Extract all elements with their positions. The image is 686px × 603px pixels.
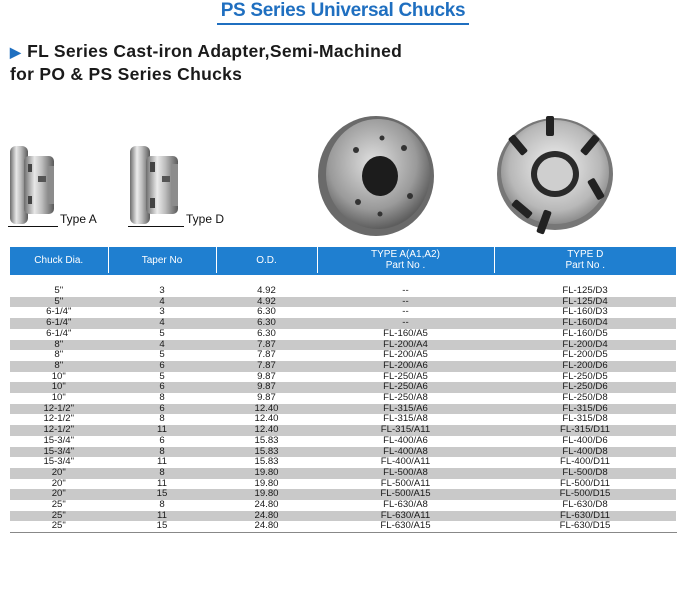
taper-no-cell: 8	[108, 447, 216, 458]
type-a-part-cell: --	[402, 306, 409, 318]
header-type-a-part-no: TYPE A(A1,A2) Part No .	[317, 247, 494, 274]
od-cell: 15.83	[254, 456, 279, 468]
taper-no-cell: 8	[159, 413, 165, 425]
od-cell: 4.92	[216, 297, 317, 308]
chuck-dia-cell: 25"	[10, 511, 108, 522]
taper-no-cell: 6	[108, 382, 216, 393]
type-d-part-cell: FL-630/D8	[562, 499, 608, 511]
chuck-dia-cell: 15-3/4"	[43, 434, 75, 446]
chuck-dia-cell: 5"	[10, 297, 108, 308]
type-d-part-cell: FL-160/D4	[494, 318, 676, 329]
page-title: PS Series Universal Chucks	[217, 0, 470, 25]
od-cell: 15.83	[216, 447, 317, 458]
type-d-part-cell: FL-125/D3	[562, 285, 608, 296]
type-a-part-cell: FL-630/A8	[383, 499, 428, 511]
chuck-dia-cell: 12-1/2"	[43, 413, 75, 425]
type-a-part-cell: FL-250/A6	[317, 382, 494, 393]
type-d-label: Type D	[186, 212, 225, 226]
taper-no-cell: 15	[108, 489, 216, 500]
type-d-part-cell: FL-250/D6	[494, 382, 676, 393]
od-cell: 6.30	[216, 318, 317, 329]
banner	[0, 0, 686, 25]
taper-no-cell: 4	[108, 297, 216, 308]
type-a-part-cell: FL-500/A11	[380, 477, 431, 489]
type-a-part-cell: FL-315/A11	[317, 425, 494, 436]
type-d-part-cell: FL-630/D15	[494, 521, 676, 532]
type-a-part-cell: FL-630/A15	[317, 521, 494, 532]
chuck-dia-cell: 20"	[10, 468, 108, 479]
taper-no-cell: 6	[108, 361, 216, 372]
header-od: O.D.	[216, 247, 317, 274]
type-a-part-cell: FL-200/A4	[317, 340, 494, 351]
od-cell: 24.80	[216, 511, 317, 522]
type-d-underline	[128, 226, 184, 227]
type-a-part-cell: FL-250/A5	[383, 370, 428, 382]
taper-no-cell: 3	[159, 285, 165, 296]
type-a-part-cell: FL-630/A11	[317, 511, 494, 522]
od-cell: 6.30	[257, 327, 276, 339]
type-a-part-cell: FL-400/A6	[383, 434, 428, 446]
type-a-adapter-image	[8, 146, 60, 224]
od-cell: 7.87	[216, 340, 317, 351]
taper-no-cell: 4	[108, 318, 216, 329]
od-cell: 24.80	[216, 521, 317, 532]
od-cell: 9.87	[257, 370, 276, 382]
type-d-part-cell: FL-125/D4	[494, 297, 676, 308]
table-header-row	[10, 247, 676, 274]
heading-line-2: for PO & PS Series Chucks	[10, 64, 243, 84]
type-d-part-cell: FL-400/D11	[560, 456, 610, 468]
od-cell: 12.40	[216, 404, 317, 415]
type-a-part-cell: FL-315/A6	[317, 404, 494, 415]
type-a-part-cell: FL-200/A5	[383, 349, 428, 361]
taper-no-cell: 8	[159, 499, 165, 511]
chuck-dia-cell: 25"	[10, 521, 108, 532]
od-cell: 9.87	[216, 382, 317, 393]
type-d-part-cell: FL-160/D5	[562, 327, 608, 339]
type-a-part-cell: FL-160/A5	[383, 327, 428, 339]
type-a-part-cell: FL-400/A11	[380, 456, 431, 468]
type-a-part-cell: FL-315/A8	[383, 413, 428, 425]
type-a-label: Type A	[60, 212, 97, 226]
type-d-part-cell: FL-250/D5	[562, 370, 608, 382]
type-d-part-cell: FL-250/D8	[562, 392, 608, 404]
od-cell: 4.92	[257, 285, 276, 296]
adapter-photo-type-d	[494, 112, 616, 240]
od-cell: 7.87	[257, 349, 276, 361]
header-type-d-part-no: TYPE D Part No .	[494, 247, 676, 274]
taper-no-cell: 8	[159, 392, 165, 404]
taper-no-cell: 11	[157, 477, 167, 489]
chuck-dia-cell: 12-1/2"	[10, 425, 108, 436]
header-taper-no: Taper No	[108, 247, 216, 274]
chuck-dia-cell: 6-1/4"	[46, 306, 72, 318]
od-cell: 12.40	[216, 425, 317, 436]
chuck-dia-cell: 20"	[51, 477, 66, 489]
chuck-dia-cell: 15-3/4"	[10, 447, 108, 458]
chuck-dia-cell: 10"	[10, 382, 108, 393]
type-a-part-cell: --	[402, 285, 409, 296]
od-cell: 19.80	[216, 468, 317, 479]
taper-no-cell: 6	[108, 404, 216, 415]
table-row	[10, 521, 676, 532]
type-d-part-cell: FL-400/D6	[562, 434, 608, 446]
section-heading	[10, 40, 402, 85]
od-cell: 19.80	[254, 477, 279, 489]
taper-no-cell: 5	[159, 370, 165, 382]
chuck-dia-cell: 8"	[10, 340, 108, 351]
chuck-dia-cell: 20"	[10, 489, 108, 500]
table-row	[10, 329, 676, 340]
chuck-dia-cell: 12-1/2"	[10, 404, 108, 415]
type-a-part-cell: FL-500/A8	[317, 468, 494, 479]
taper-no-cell: 5	[159, 349, 165, 361]
type-a-part-cell: --	[317, 297, 494, 308]
taper-no-cell: 3	[159, 306, 165, 318]
table-row	[10, 436, 676, 447]
type-a-part-cell: FL-250/A8	[383, 392, 428, 404]
chuck-dia-cell: 5"	[54, 285, 64, 296]
type-d-part-cell: FL-630/D11	[494, 511, 676, 522]
taper-no-cell: 11	[157, 456, 167, 468]
chuck-dia-cell: 25"	[51, 499, 66, 511]
type-d-part-cell: FL-500/D11	[560, 477, 610, 489]
spec-table-body	[10, 286, 676, 533]
chuck-dia-cell: 10"	[51, 392, 66, 404]
od-cell: 9.87	[257, 392, 276, 404]
taper-no-cell: 15	[108, 521, 216, 532]
chuck-dia-cell: 6-1/4"	[46, 327, 72, 339]
type-d-part-cell: FL-200/D6	[494, 361, 676, 372]
type-a-part-cell: FL-400/A8	[317, 447, 494, 458]
type-a-part-cell: FL-200/A6	[317, 361, 494, 372]
taper-no-cell: 6	[159, 434, 165, 446]
type-d-part-cell: FL-400/D8	[494, 447, 676, 458]
type-d-part-cell: FL-500/D15	[494, 489, 676, 500]
chuck-dia-cell: 8"	[54, 349, 64, 361]
od-cell: 12.40	[254, 413, 279, 425]
od-cell: 24.80	[254, 499, 279, 511]
taper-no-cell: 5	[159, 327, 165, 339]
od-cell: 7.87	[216, 361, 317, 372]
taper-no-cell: 8	[108, 468, 216, 479]
type-d-part-cell: FL-315/D11	[494, 425, 676, 436]
type-a-part-cell: --	[317, 318, 494, 329]
type-a-part-cell: FL-500/A15	[317, 489, 494, 500]
taper-no-cell: 11	[108, 425, 216, 436]
heading-line-1: FL Series Cast-iron Adapter,Semi-Machined	[27, 41, 403, 61]
taper-no-cell: 11	[108, 511, 216, 522]
type-a-underline	[8, 226, 58, 227]
taper-no-cell: 4	[108, 340, 216, 351]
type-d-part-cell: FL-160/D3	[562, 306, 608, 318]
adapter-photo-type-a	[316, 110, 436, 238]
chuck-dia-cell: 15-3/4"	[43, 456, 75, 468]
od-cell: 15.83	[254, 434, 279, 446]
spec-table	[10, 247, 677, 533]
header-chuck-dia: Chuck Dia.	[10, 247, 108, 274]
type-d-part-cell: FL-500/D8	[494, 468, 676, 479]
type-d-part-cell: FL-200/D5	[562, 349, 608, 361]
triangle-bullet-icon: ▶	[10, 44, 22, 60]
type-d-adapter-image	[128, 146, 184, 224]
type-d-part-cell: FL-315/D6	[494, 404, 676, 415]
chuck-dia-cell: 10"	[51, 370, 66, 382]
chuck-dia-cell: 8"	[10, 361, 108, 372]
od-cell: 19.80	[216, 489, 317, 500]
chuck-dia-cell: 6-1/4"	[10, 318, 108, 329]
od-cell: 6.30	[257, 306, 276, 318]
type-d-part-cell: FL-315/D8	[562, 413, 608, 425]
type-d-part-cell: FL-200/D4	[494, 340, 676, 351]
